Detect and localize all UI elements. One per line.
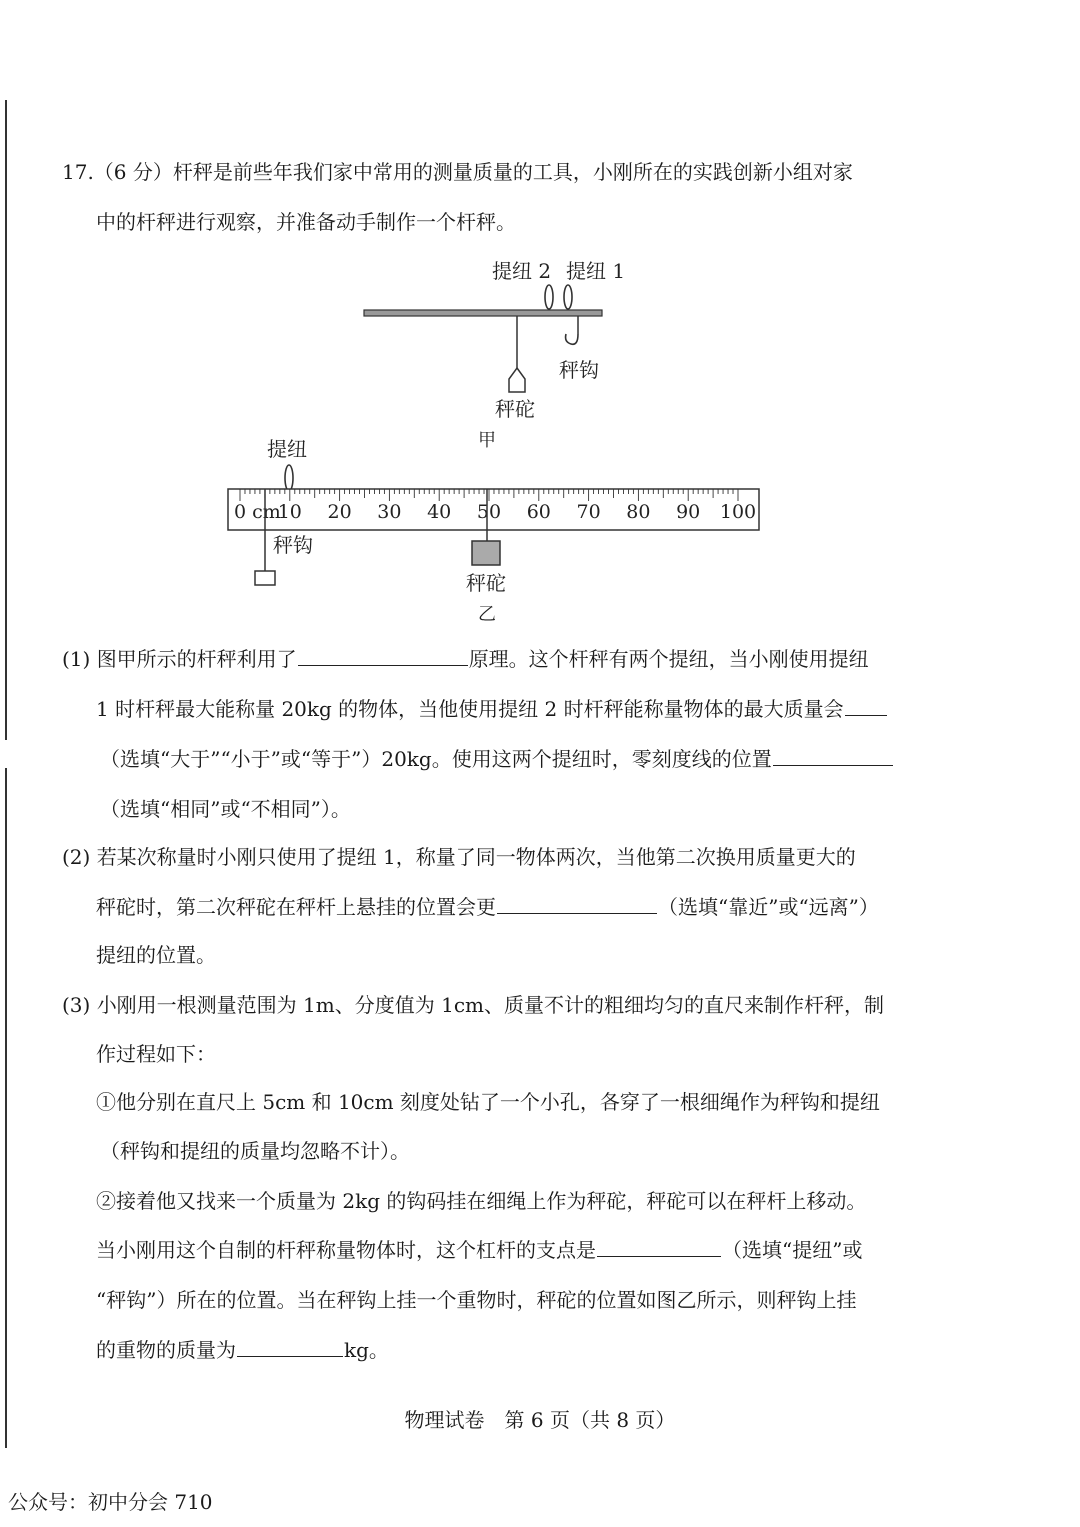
ruler-unit-label: 0 cm — [234, 501, 281, 523]
part1-line3 — [100, 745, 894, 773]
part2-line3: 提纽的位置。 — [96, 943, 216, 967]
weight-jia — [509, 368, 525, 392]
answer-blank-2[interactable] — [845, 695, 887, 716]
ruler-tick-label: 10 — [277, 501, 302, 523]
answer-blank-4[interactable] — [497, 893, 657, 914]
part3-text-b: （选填“提纽”或 — [722, 1238, 863, 1262]
part1-text-c: 1 时杆秤最大能称量 20kg 的物体，当他使用提纽 2 时杆秤能称量物体的最大质量会 — [96, 697, 844, 721]
answer-blank-5[interactable] — [597, 1236, 721, 1257]
watermark: 公众号：初中分会 710 — [8, 1490, 213, 1514]
ruler-tick-label: 90 — [676, 501, 701, 523]
label-tizhu-2: 提纽 2 — [492, 259, 552, 283]
part2-text-b: （选填“靠近”或“远离”） — [658, 895, 879, 919]
answer-blank-1[interactable] — [298, 645, 468, 666]
ruler-tick-label: 40 — [427, 501, 452, 523]
part1-text-a: (1) 图甲所示的杆秤利用了 — [62, 647, 297, 671]
figures — [0, 0, 1080, 640]
answer-blank-3[interactable] — [773, 745, 893, 766]
label-weight-yi: 秤砣 — [466, 571, 506, 595]
part3-line4: （秤钩和提纽的质量均忽略不计）。 — [100, 1139, 410, 1163]
part1-text-d: （选填“大于”“小于”或“等于”）20kg。使用这两个提纽时，零刻度线的位置 — [100, 747, 772, 771]
label-weight-jia: 秤砣 — [495, 397, 535, 421]
part3-line7: “秤钩”）所在的位置。当在秤钩上挂一个重物时，秤砣的位置如图乙所示，则秤钩上挂 — [96, 1288, 857, 1312]
question-header: 17.（6 分）杆秤是前些年我们家中常用的测量质量的工具，小刚所在的实践创新小组对家 — [62, 160, 853, 184]
ruler-tick-label: 30 — [377, 501, 402, 523]
label-hook-jia: 秤钩 — [559, 358, 599, 382]
label-tizhu: 提纽 — [267, 437, 307, 461]
part3-text-d: kg。 — [344, 1338, 389, 1362]
part2-line2 — [96, 893, 879, 921]
part1-line2 — [96, 695, 888, 723]
ruler-tick-label: 20 — [327, 501, 352, 523]
tizhu-loop — [285, 465, 293, 491]
part2-line1: (2) 若某次称量时小刚只使用了提纽 1，称量了同一物体两次，当他第二次换用质量更大的 — [62, 845, 856, 869]
ruler-tick-label: 100 — [719, 501, 757, 523]
part3-line8 — [96, 1336, 389, 1364]
ruler-tick-label: 50 — [476, 501, 502, 523]
steelyard-beam — [364, 310, 602, 316]
figure-jia — [364, 259, 625, 451]
part1-text-b: 原理。这个杆秤有两个提纽，当小刚使用提纽 — [468, 647, 869, 671]
part3-line6 — [96, 1236, 862, 1264]
tizhu-2-loop — [545, 285, 553, 309]
ruler-tick-label: 70 — [576, 501, 601, 523]
left-margin-rule-lower — [5, 768, 7, 1448]
label-tizhu-1: 提纽 1 — [566, 259, 626, 283]
hook-icon — [566, 334, 578, 344]
part3-line1: (3) 小刚用一根测量范围为 1m、分度值为 1cm、质量不计的粗细均匀的直尺来制作杆秤，制 — [62, 993, 884, 1017]
ruler-tick-label: 80 — [626, 501, 651, 523]
part3-text-a: 当小刚用这个自制的杆秤称量物体时，这个杠杆的支点是 — [96, 1238, 596, 1262]
ruler-tick-label: 60 — [526, 501, 551, 523]
part3-line3: ①他分别在直尺上 5cm 和 10cm 刻度处钻了一个小孔，各穿了一根细绳作为秤钩和提纽 — [96, 1090, 880, 1114]
tizhu-1-loop — [564, 285, 572, 309]
hook-object — [255, 571, 275, 585]
weight-yi — [472, 541, 500, 565]
part1-line4: （选填“相同”或“不相同”）。 — [100, 797, 351, 821]
page-footer: 物理试卷 第 6 页（共 8 页） — [404, 1408, 676, 1432]
part2-text-a: 秤砣时，第二次秤砣在秤杆上悬挂的位置会更 — [96, 895, 496, 919]
part3-line2: 作过程如下： — [96, 1042, 216, 1066]
figure-yi — [228, 437, 759, 625]
caption-yi: 乙 — [478, 604, 496, 625]
caption-jia: 甲 — [478, 430, 496, 451]
part1-line1 — [62, 645, 869, 673]
part3-line5: ②接着他又找来一个质量为 2kg 的钩码挂在细绳上作为秤砣，秤砣可以在秤杆上移动。 — [96, 1189, 867, 1213]
label-hook-yi: 秤钩 — [273, 533, 313, 557]
question-header-cont: 中的杆秤进行观察，并准备动手制作一个杆秤。 — [96, 210, 516, 234]
answer-blank-6[interactable] — [237, 1336, 343, 1357]
part3-text-c: 的重物的质量为 — [96, 1338, 236, 1362]
